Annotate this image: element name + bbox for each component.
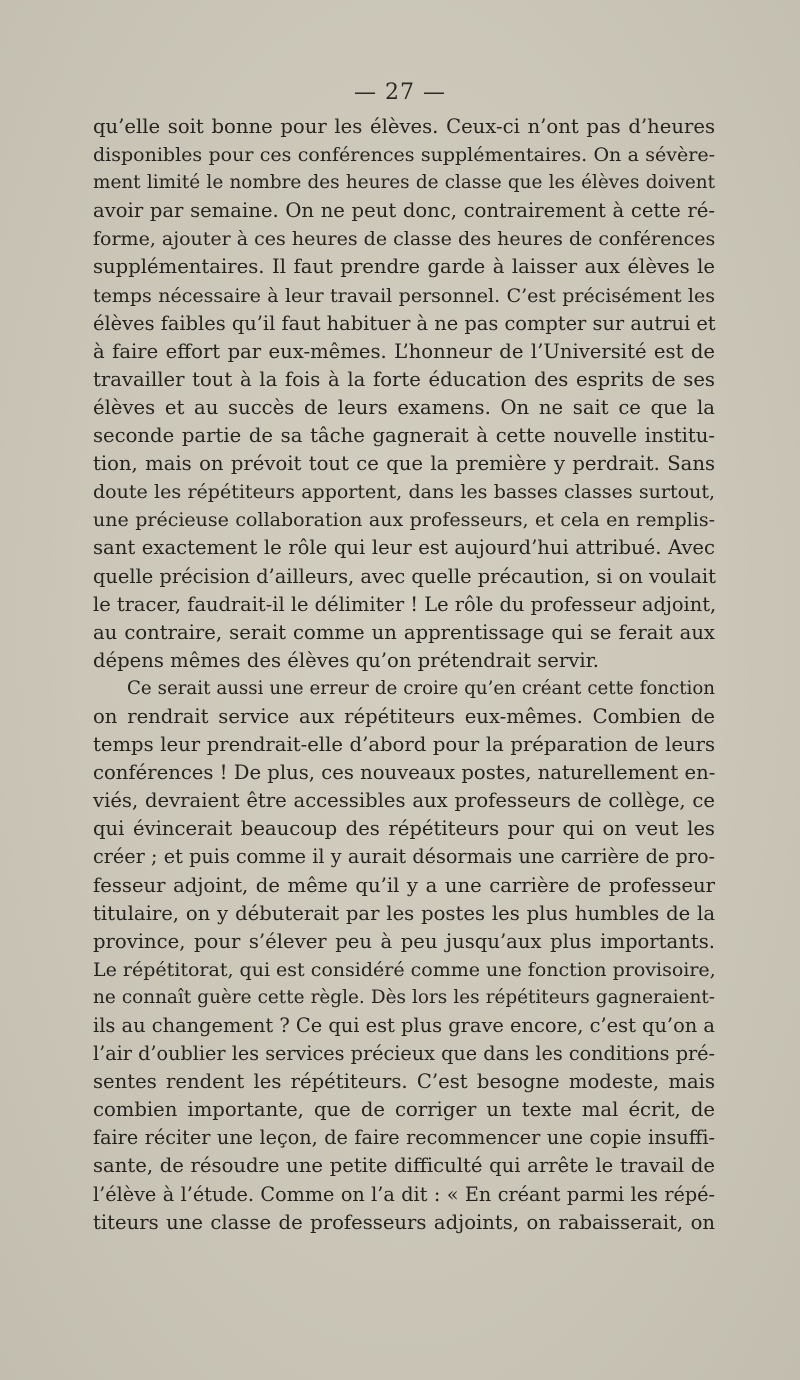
text-line: qui évincerait beaucoup des répétiteurs pour qui on veut les	[93, 817, 715, 841]
text-line: disponibles pour ces conférences supplémentaires. On a sévère-	[93, 144, 715, 167]
text-line: Ce serait aussi une erreur de croire qu’en créant cette fonction	[127, 677, 715, 699]
body-text	[93, 113, 715, 1237]
text-line: sant exactement le rôle qui leur est aujourd’hui attribué. Avec	[93, 536, 715, 560]
text-line: conférences ! De plus, ces nouveaux postes, naturellement en-	[93, 761, 716, 785]
text-line: titulaire, on y débuterait par les postes les plus humbles de la	[93, 901, 715, 925]
text-line: quelle précision d’ailleurs, avec quelle précaution, si on voulait	[93, 564, 716, 588]
text-line: forme, ajouter à ces heures de classe des heures de conférences	[93, 228, 716, 251]
text-line: temps leur prendrait-elle d’abord pour la préparation de leurs	[93, 733, 715, 757]
text-line: au contraire, serait comme un apprentissage qui se ferait aux	[93, 620, 715, 644]
text-line: avoir par semaine. On ne peut donc, contrairement à cette ré-	[93, 199, 715, 223]
text-line: à faire effort par eux-mêmes. L’honneur de l’Université est de	[93, 339, 715, 363]
text-line: ils au changement ? Ce qui est plus grave encore, c’est qu’on a	[93, 1014, 715, 1037]
text-line: seconde partie de sa tâche gagnerait à cette nouvelle institu-	[93, 424, 715, 448]
text-line: élèves et au succès de leurs examens. On ne sait ce que la	[93, 395, 715, 419]
text-line: sante, de résoudre une petite difficulté qui arrête le travail de	[93, 1154, 715, 1178]
text-line: une précieuse collaboration aux professeurs, et cela en remplis-	[93, 509, 715, 532]
text-line: dépens mêmes des élèves qu’on prétendrait servir.	[93, 648, 600, 672]
text-line: temps nécessaire à leur travail personnel. C’est précisément les	[93, 284, 715, 307]
text-line: Le répétitorat, qui est considéré comme une fonction provisoire,	[93, 958, 716, 981]
text-line: tion, mais on prévoit tout ce que la première y perdrait. Sans	[93, 452, 715, 476]
text-line: faire réciter une leçon, de faire recommencer une copie insuffi-	[93, 1126, 715, 1150]
text-line: créer ; et puis comme il y aurait désormais une carrière de pro-	[93, 845, 715, 869]
text-line: élèves faibles qu’il faut habituer à ne pas compter sur autrui et	[93, 311, 716, 335]
text-line: qu’elle soit bonne pour les élèves. Ceux-ci n’ont pas d’heures	[93, 115, 715, 138]
text-line: doute les répétiteurs apportent, dans les basses classes surtout,	[93, 481, 715, 504]
page-number: — 27 —	[354, 80, 446, 105]
text-line: supplémentaires. Il faut prendre garde à laisser aux élèves le	[93, 255, 715, 279]
text-line: titeurs une classe de professeurs adjoints, on rabaisserait, on	[93, 1210, 715, 1234]
text-line: province, pour s’élever peu à peu jusqu’aux plus importants.	[93, 929, 715, 953]
text-line: viés, devraient être accessibles aux professeurs de collège, ce	[93, 789, 715, 813]
text-line: fesseur adjoint, de même qu’il y a une carrière de professeur	[93, 873, 715, 897]
text-line: le tracer, faudrait-il le délimiter ! Le rôle du professeur adjoint,	[93, 592, 717, 616]
text-line: combien importante, que de corriger un texte mal écrit, de	[93, 1098, 715, 1122]
text-line: travailler tout à la fois à la forte éducation des esprits de ses	[93, 367, 715, 391]
text-line: on rendrait service aux répétiteurs eux-mêmes. Combien de	[93, 704, 715, 728]
text-line: ment limité le nombre des heures de classe que les élèves doivent	[93, 172, 715, 194]
text-line: l’élève à l’étude. Comme on l’a dit : « En créant parmi les répé-	[93, 1182, 715, 1206]
text-line: l’air d’oublier les services précieux que dans les conditions pré-	[93, 1042, 715, 1066]
text-line: sentes rendent les répétiteurs. C’est besogne modeste, mais	[93, 1070, 715, 1094]
text-line: ne connaît guère cette règle. Dès lors les répétiteurs gagneraient-	[93, 986, 715, 1008]
